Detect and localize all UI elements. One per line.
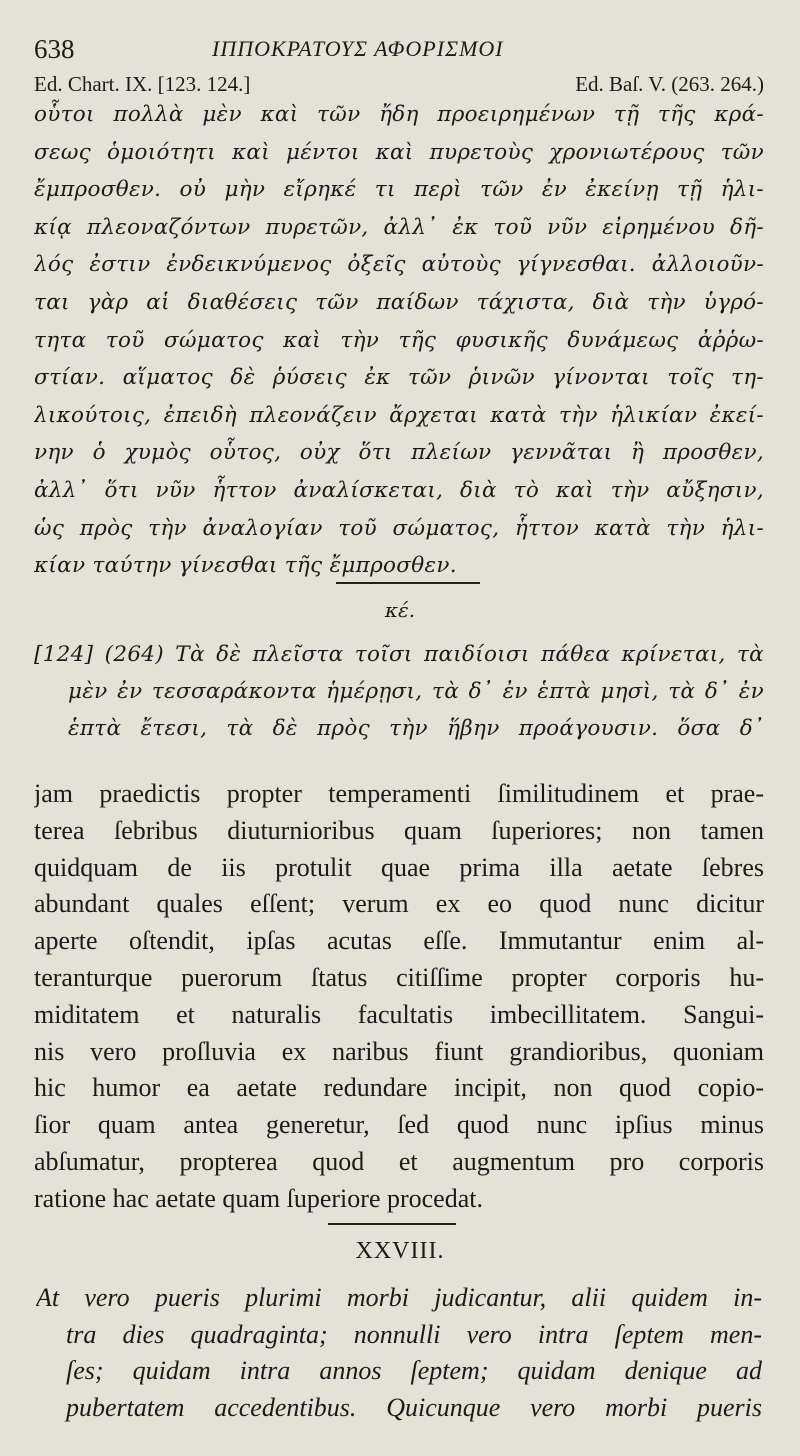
text-line: hic humor ea aetate redundare incipit, non quod copio- bbox=[34, 1073, 764, 1103]
text-line: στίαν. αἵματος δὲ ῥύσεις ἐκ τῶν ῥινῶν γίνονται τοῖς τη- bbox=[34, 365, 764, 391]
running-header bbox=[34, 30, 764, 70]
text-line: ratione hac aetate quam ſuperiore procedat. bbox=[34, 1183, 483, 1213]
text-line: ἑπτὰ ἔτεσι, τὰ δὲ πρὸς τὴν ἥβην προάγουσιν. ὅσα δ᾽ bbox=[68, 716, 764, 741]
latin-aphorism bbox=[36, 1280, 762, 1426]
text-line: terea ſebribus diuturnioribus quam ſuperiores; non tamen bbox=[34, 815, 764, 845]
edition-chartier: Ed. Chart. IX. [123. 124.] bbox=[34, 72, 251, 96]
text-line: ἔμπροσθεν. οὐ μὴν εἴρηκέ τι περὶ τῶν ἐν ἐκείνῃ τῇ ἡλι- bbox=[34, 177, 764, 203]
text-line: σεως ὁμοιότητι καὶ μέντοι καὶ πυρετοὺς χρονιωτέρους τῶν bbox=[34, 139, 764, 165]
aphorism-number-latin: XXVIII. bbox=[355, 1238, 445, 1264]
text-line: ται γὰρ αἱ διαθέσεις τῶν παίδων τάχιστα, διὰ τὴν ὑγρό- bbox=[34, 289, 764, 315]
text-line: ἀλλ᾽ ὅτι νῦν ἧττον ἀναλίσκεται, διὰ τὸ καὶ τὴν αὔξησιν, bbox=[34, 477, 764, 503]
text-line: nis vero proſluvia ex naribus fiunt grandioribus, quoniam bbox=[34, 1036, 764, 1066]
text-line: miditatem et naturalis facultatis imbecillitatem. Sangui- bbox=[34, 999, 764, 1029]
section-divider bbox=[328, 1223, 456, 1225]
edition-basel: Ed. Baſ. V. (263. 264.) bbox=[575, 72, 764, 96]
running-title: ΙΠΠΟΚΡΑΤΟΥΣ ΑΦΟΡΙΣΜΟΙ bbox=[212, 36, 504, 61]
text-line: aperte oſtendit, ipſas acutas eſſe. Immutantur enim al- bbox=[34, 926, 764, 956]
text-line: ὡς πρὸς τὴν ἀναλογίαν τοῦ σώματος, ἧττον κατὰ τὴν ἡλι- bbox=[34, 515, 764, 541]
text-line: λός ἐστιν ἐνδεικνύμενος ὀξεῖς αὐτοὺς γίγνεσθαι. ἀλλοιοῦν- bbox=[34, 252, 764, 278]
text-line: abundant quales eſſent; verum ex eo quod nunc dicitur bbox=[34, 889, 764, 919]
text-line: ſior quam antea generetur, ſed quod nunc ipſius minus bbox=[34, 1110, 764, 1140]
text-line: teranturque puerorum ſtatus citiſſime propter corporis hu- bbox=[34, 962, 764, 992]
text-line: tra dies quadraginta; nonnulli vero intra ſeptem men- bbox=[66, 1319, 762, 1349]
text-line: τητα τοῦ σώματος καὶ τὴν τῆς φυσικῆς δυνάμεως ἀῤῥω- bbox=[34, 327, 764, 353]
text-line: κίᾳ πλεοναζόντων πυρετῶν, ἀλλ᾽ ἐκ τοῦ νῦν εἰρημένου δῆ- bbox=[34, 214, 764, 240]
text-line: οὗτοι πολλὰ μὲν καὶ τῶν ἤδη προειρημένων τῇ τῆς κρά- bbox=[34, 102, 764, 127]
text-line: [124] (264) Τὰ δὲ πλεῖστα τοῖσι παιδίοισι πάθεα κρίνεται, τὰ bbox=[34, 642, 764, 667]
section-divider bbox=[336, 582, 480, 584]
text-line: κίαν ταύτην γίνεσθαι τῆς ἔμπροσθεν. bbox=[34, 553, 457, 579]
greek-commentary bbox=[34, 96, 764, 585]
text-line: νην ὁ χυμὸς οὗτος, οὐχ ὅτι πλείων γεννᾶται ἢ προσθεν, bbox=[34, 440, 764, 466]
text-line: abſumatur, propterea quod et augmentum pro corporis bbox=[34, 1146, 764, 1176]
text-line: pubertatem accedentibus. Quicunque vero morbi pueris bbox=[66, 1392, 762, 1422]
text-line: μὲν ἐν τεσσαράκοντα ἡμέρῃσι, τὰ δ᾽ ἐν ἑπτὰ μησὶ, τὰ δ᾽ ἐν bbox=[68, 679, 764, 704]
page-number: 638 bbox=[34, 34, 75, 64]
latin-commentary bbox=[34, 776, 764, 1218]
text-line: quidquam de iis protulit quae prima illa aetate ſebres bbox=[34, 852, 764, 882]
text-line: jam praedictis propter temperamenti ſimilitudinem et prae- bbox=[34, 779, 764, 808]
text-line: λικούτοις, ἐπειδὴ πλεονάζειν ἄρχεται κατὰ τὴν ἡλικίαν ἐκεί- bbox=[34, 402, 764, 428]
aphorism-number-greek: κέ. bbox=[384, 598, 416, 622]
text-line: At vero pueris plurimi morbi judicantur, alii quidem in- bbox=[36, 1283, 762, 1312]
text-line: ſes; quidam intra annos ſeptem; quidam denique ad bbox=[66, 1356, 762, 1385]
greek-aphorism bbox=[34, 636, 764, 747]
